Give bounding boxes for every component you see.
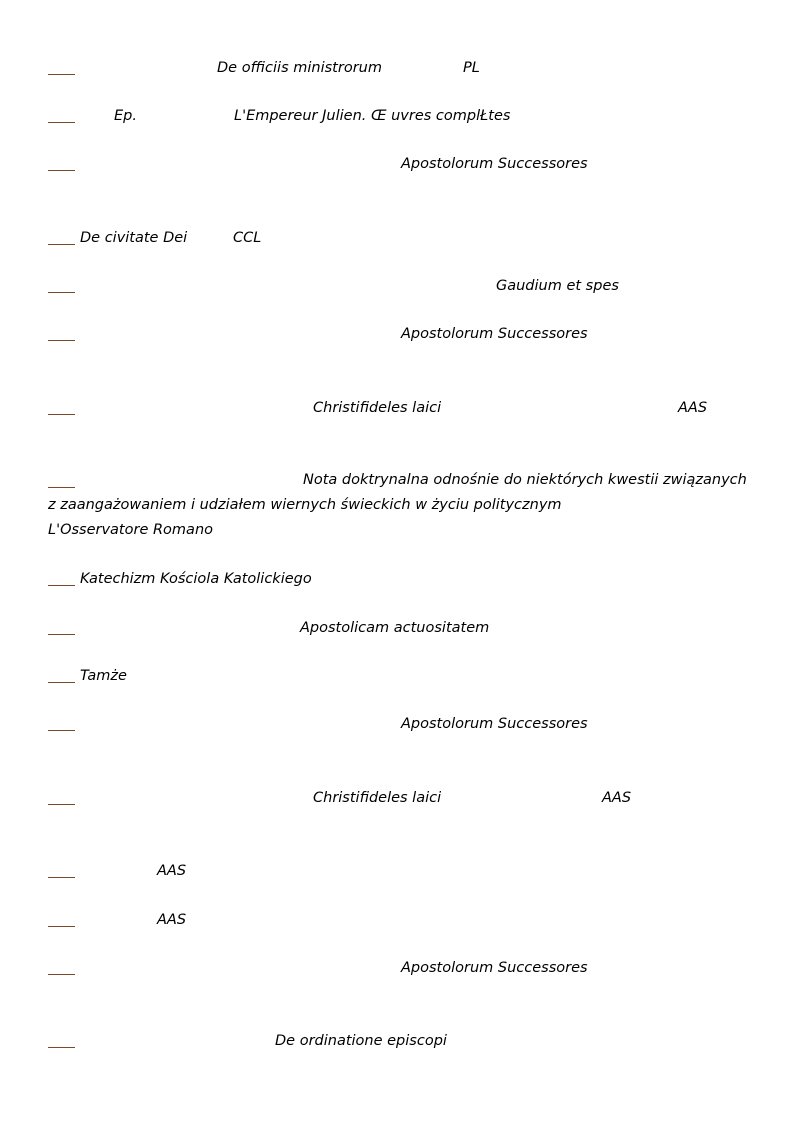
footnote-rule bbox=[48, 340, 75, 341]
footnote-rule bbox=[48, 414, 75, 415]
footnote-source: L'Osservatore Romano bbox=[48, 522, 214, 538]
footnote-title: Katechizm Kościola Katolickiego bbox=[80, 571, 312, 587]
footnote-rule bbox=[48, 682, 75, 683]
footnote-rule bbox=[48, 926, 75, 927]
footnote-rule bbox=[48, 730, 75, 731]
footnote-rule bbox=[48, 1047, 75, 1048]
footnote-rule bbox=[48, 170, 75, 171]
footnote-rule bbox=[48, 877, 75, 878]
footnote-title: De civitate Dei bbox=[80, 230, 188, 246]
footnote-rule bbox=[48, 122, 75, 123]
footnote-source: AAS bbox=[678, 400, 708, 416]
footnote-title: De ordinatione episcopi bbox=[275, 1033, 447, 1049]
footnote-source: CCL bbox=[233, 230, 262, 246]
footnote-title: Christifideles laici bbox=[313, 790, 442, 806]
footnote-abbrev: Ep. bbox=[114, 108, 137, 124]
footnote-title: L'Empereur Julien. Œ uvres complŁtes bbox=[234, 108, 511, 124]
footnote-title: Nota doktrynalna odnośnie do niektórych kwestii związanych z zaangażowaniem i udziałem wiernych świeckich w życiu politycznym bbox=[48, 472, 747, 513]
footnote-title: Gaudium et spes bbox=[496, 278, 619, 294]
footnote-source: AAS bbox=[157, 912, 187, 928]
footnote-rule bbox=[48, 244, 75, 245]
footnote-rule bbox=[48, 74, 75, 75]
footnote-title: Apostolorum Successores bbox=[401, 716, 588, 732]
footnote-wrapped bbox=[48, 468, 748, 543]
footnote-title: Apostolorum Successores bbox=[401, 156, 588, 172]
footnote-rule bbox=[48, 585, 75, 586]
footnote-rule bbox=[48, 974, 75, 975]
footnote-rule bbox=[48, 634, 75, 635]
footnote-title: Apostolorum Successores bbox=[401, 326, 588, 342]
footnote-title: Apostolorum Successores bbox=[401, 960, 588, 976]
footnote-rule bbox=[48, 804, 75, 805]
footnote-title: De officiis ministrorum bbox=[217, 60, 382, 76]
footnote-rule bbox=[48, 292, 75, 293]
footnote-source: AAS bbox=[602, 790, 632, 806]
footnote-title: Tamże bbox=[80, 668, 127, 684]
footnote-source: AAS bbox=[157, 863, 187, 879]
footnote-source: PL bbox=[463, 60, 480, 76]
footnote-title: Christifideles laici bbox=[313, 400, 442, 416]
footnote-title: Apostolicam actuositatem bbox=[300, 620, 490, 636]
